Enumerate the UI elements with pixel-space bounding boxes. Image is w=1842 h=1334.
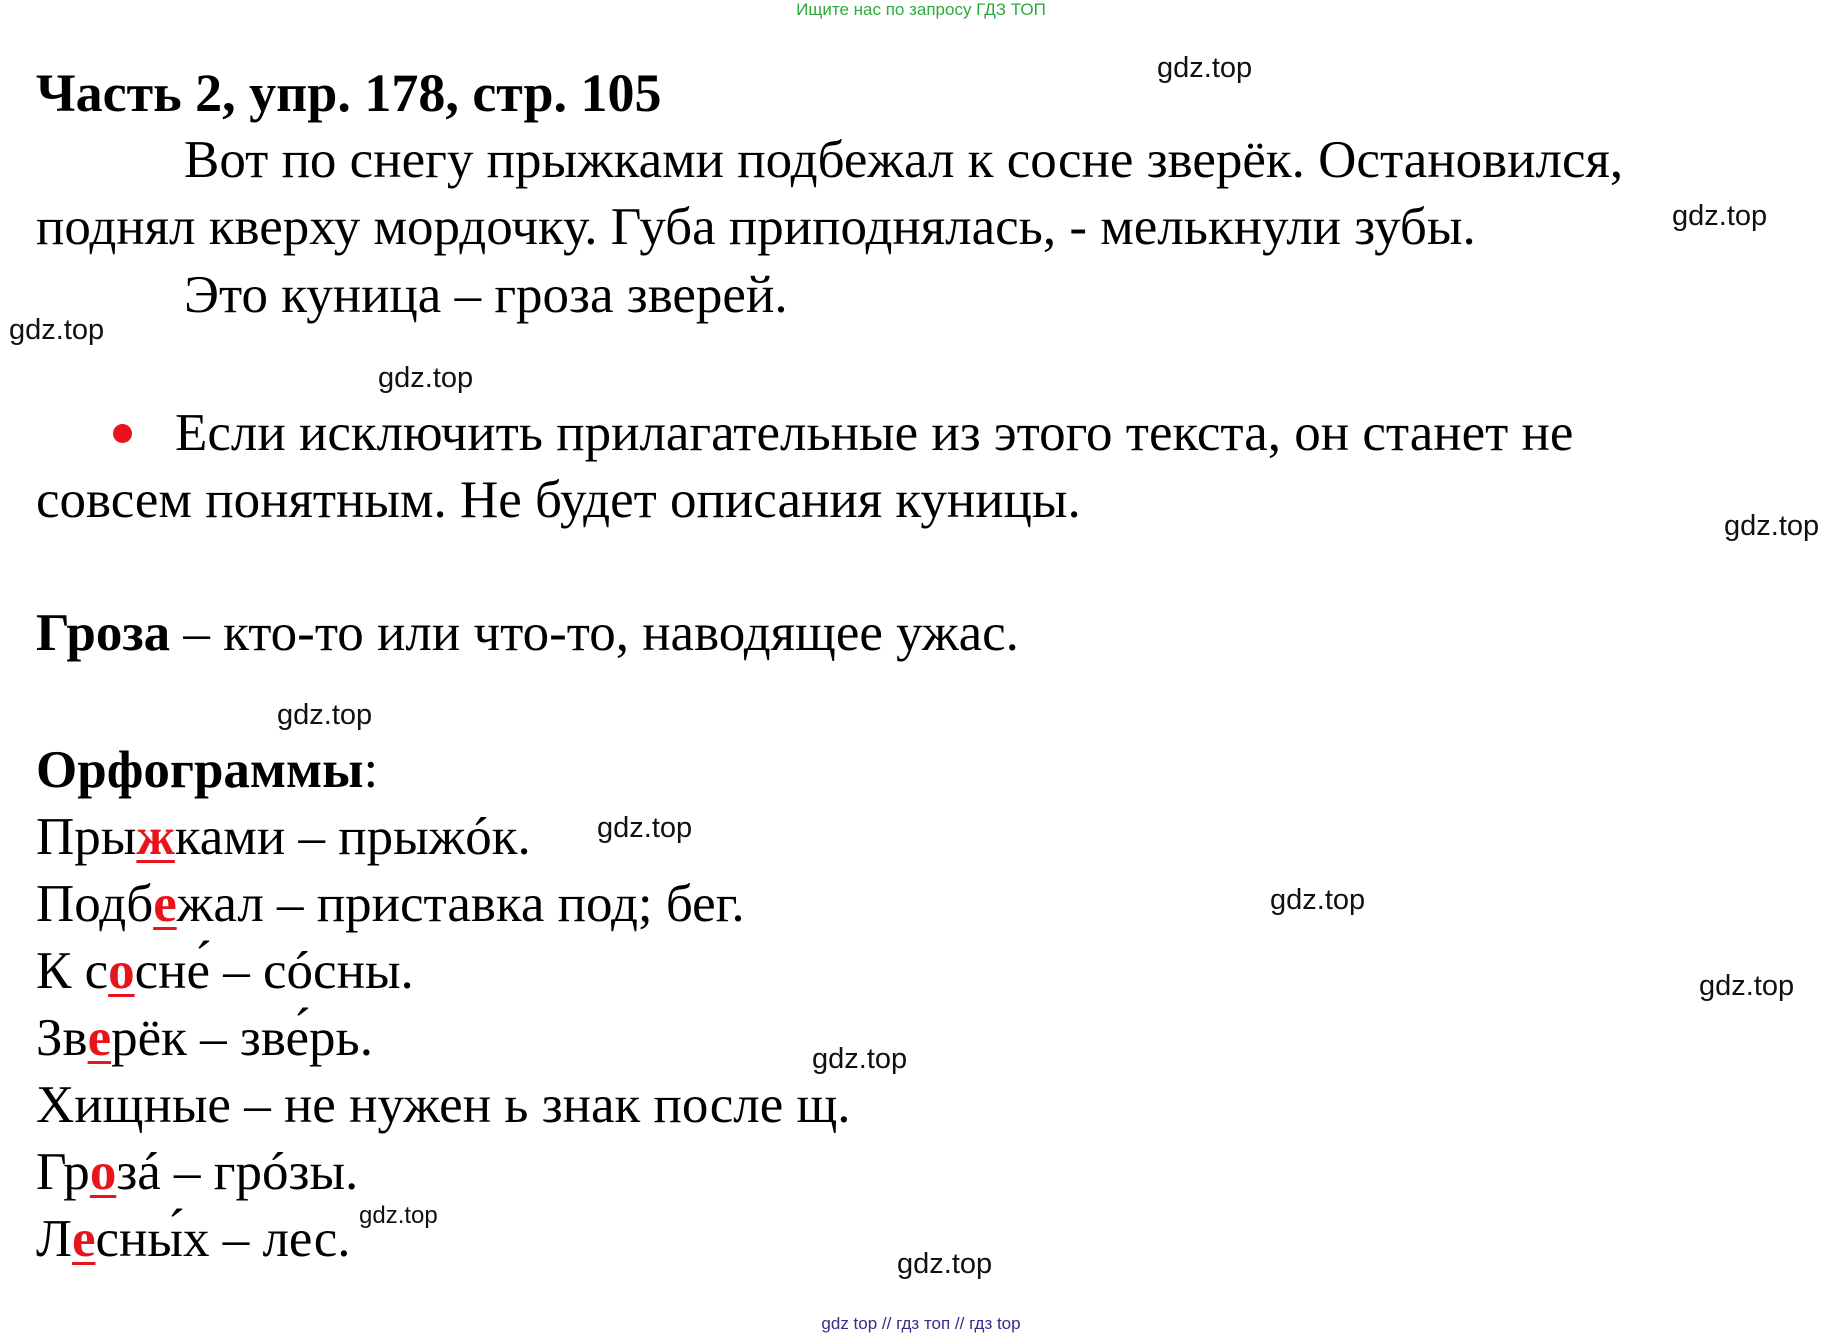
watermark: gdz.top (1672, 200, 1768, 232)
orthograms-colon: : (363, 741, 379, 799)
word-prefix: Гр (36, 1143, 90, 1201)
word-rest: сны́х – лес. (95, 1210, 351, 1268)
word-prefix: Подб (36, 875, 154, 933)
word-rest: жал – приставка под; бег. (176, 875, 745, 933)
watermark: gdz.top (359, 1202, 438, 1229)
watermark: gdz.top (597, 812, 693, 844)
orthogram-row (36, 808, 531, 866)
watermark: gdz.top (1270, 884, 1366, 916)
bullet-icon (113, 424, 132, 443)
word-prefix: Пры (36, 808, 137, 866)
word-rest: сне́ – сóсны. (134, 942, 414, 1000)
watermark: gdz.top (378, 362, 474, 394)
note-text: Если исключить прилагательные из этого текста, он станет не (175, 404, 1574, 462)
highlighted-letter: ж (136, 808, 175, 866)
watermark: gdz.top (9, 314, 105, 346)
orthogram-row (36, 1210, 351, 1268)
watermark: gdz.top (1724, 510, 1820, 542)
word-rest: рёк – зве́рь. (111, 1009, 373, 1067)
highlighted-letter: е (87, 1009, 112, 1067)
word-rest: ками – прыжóк. (174, 808, 531, 866)
orthogram-row (36, 942, 414, 1000)
note-line-2: совсем понятным. Не будет описания куницы. (36, 471, 1081, 529)
word-prefix: К с (36, 942, 109, 1000)
watermark: gdz.top (897, 1248, 993, 1280)
orthograms-heading (36, 741, 379, 799)
highlighted-letter: е (71, 1210, 96, 1268)
watermark: gdz.top (1157, 52, 1253, 84)
passage-line-2: поднял кверху мордочку. Губа приподнялась, - мелькнули зубы. (36, 198, 1476, 256)
word-rest: зá – грóзы. (116, 1143, 359, 1201)
orthogram-row (36, 875, 745, 933)
highlighted-letter: е (153, 875, 177, 933)
definition-term: Гроза (36, 604, 171, 662)
definition-text: – кто-то или что-то, наводящее ужас. (170, 604, 1019, 662)
highlighted-letter: о (89, 1143, 117, 1201)
orthograms-heading-label: Орфограммы (36, 741, 364, 799)
orthogram-row (36, 1143, 359, 1201)
word-prefix: Л (36, 1210, 72, 1268)
page-title: Часть 2, упр. 178, стр. 105 (36, 63, 662, 123)
note-line-1 (113, 404, 1574, 462)
definition (36, 604, 1019, 662)
footer-links[interactable]: gdz top // гдз топ // гдз top (821, 1314, 1021, 1333)
passage-line-1: Вот по снегу прыжками подбежал к сосне зверёк. Остановился, (184, 131, 1624, 189)
word-prefix: Зв (36, 1009, 88, 1067)
watermark: gdz.top (277, 699, 373, 731)
top-banner[interactable]: Ищите нас по запросу ГДЗ ТОП (796, 0, 1046, 19)
orthogram-row (36, 1009, 373, 1067)
orthogram-row: Хищные – не нужен ь знак после щ. (36, 1076, 851, 1134)
watermark: gdz.top (1699, 970, 1795, 1002)
highlighted-letter: о (108, 942, 135, 1000)
watermark: gdz.top (812, 1043, 908, 1075)
passage-line-3: Это куница – гроза зверей. (184, 266, 788, 324)
